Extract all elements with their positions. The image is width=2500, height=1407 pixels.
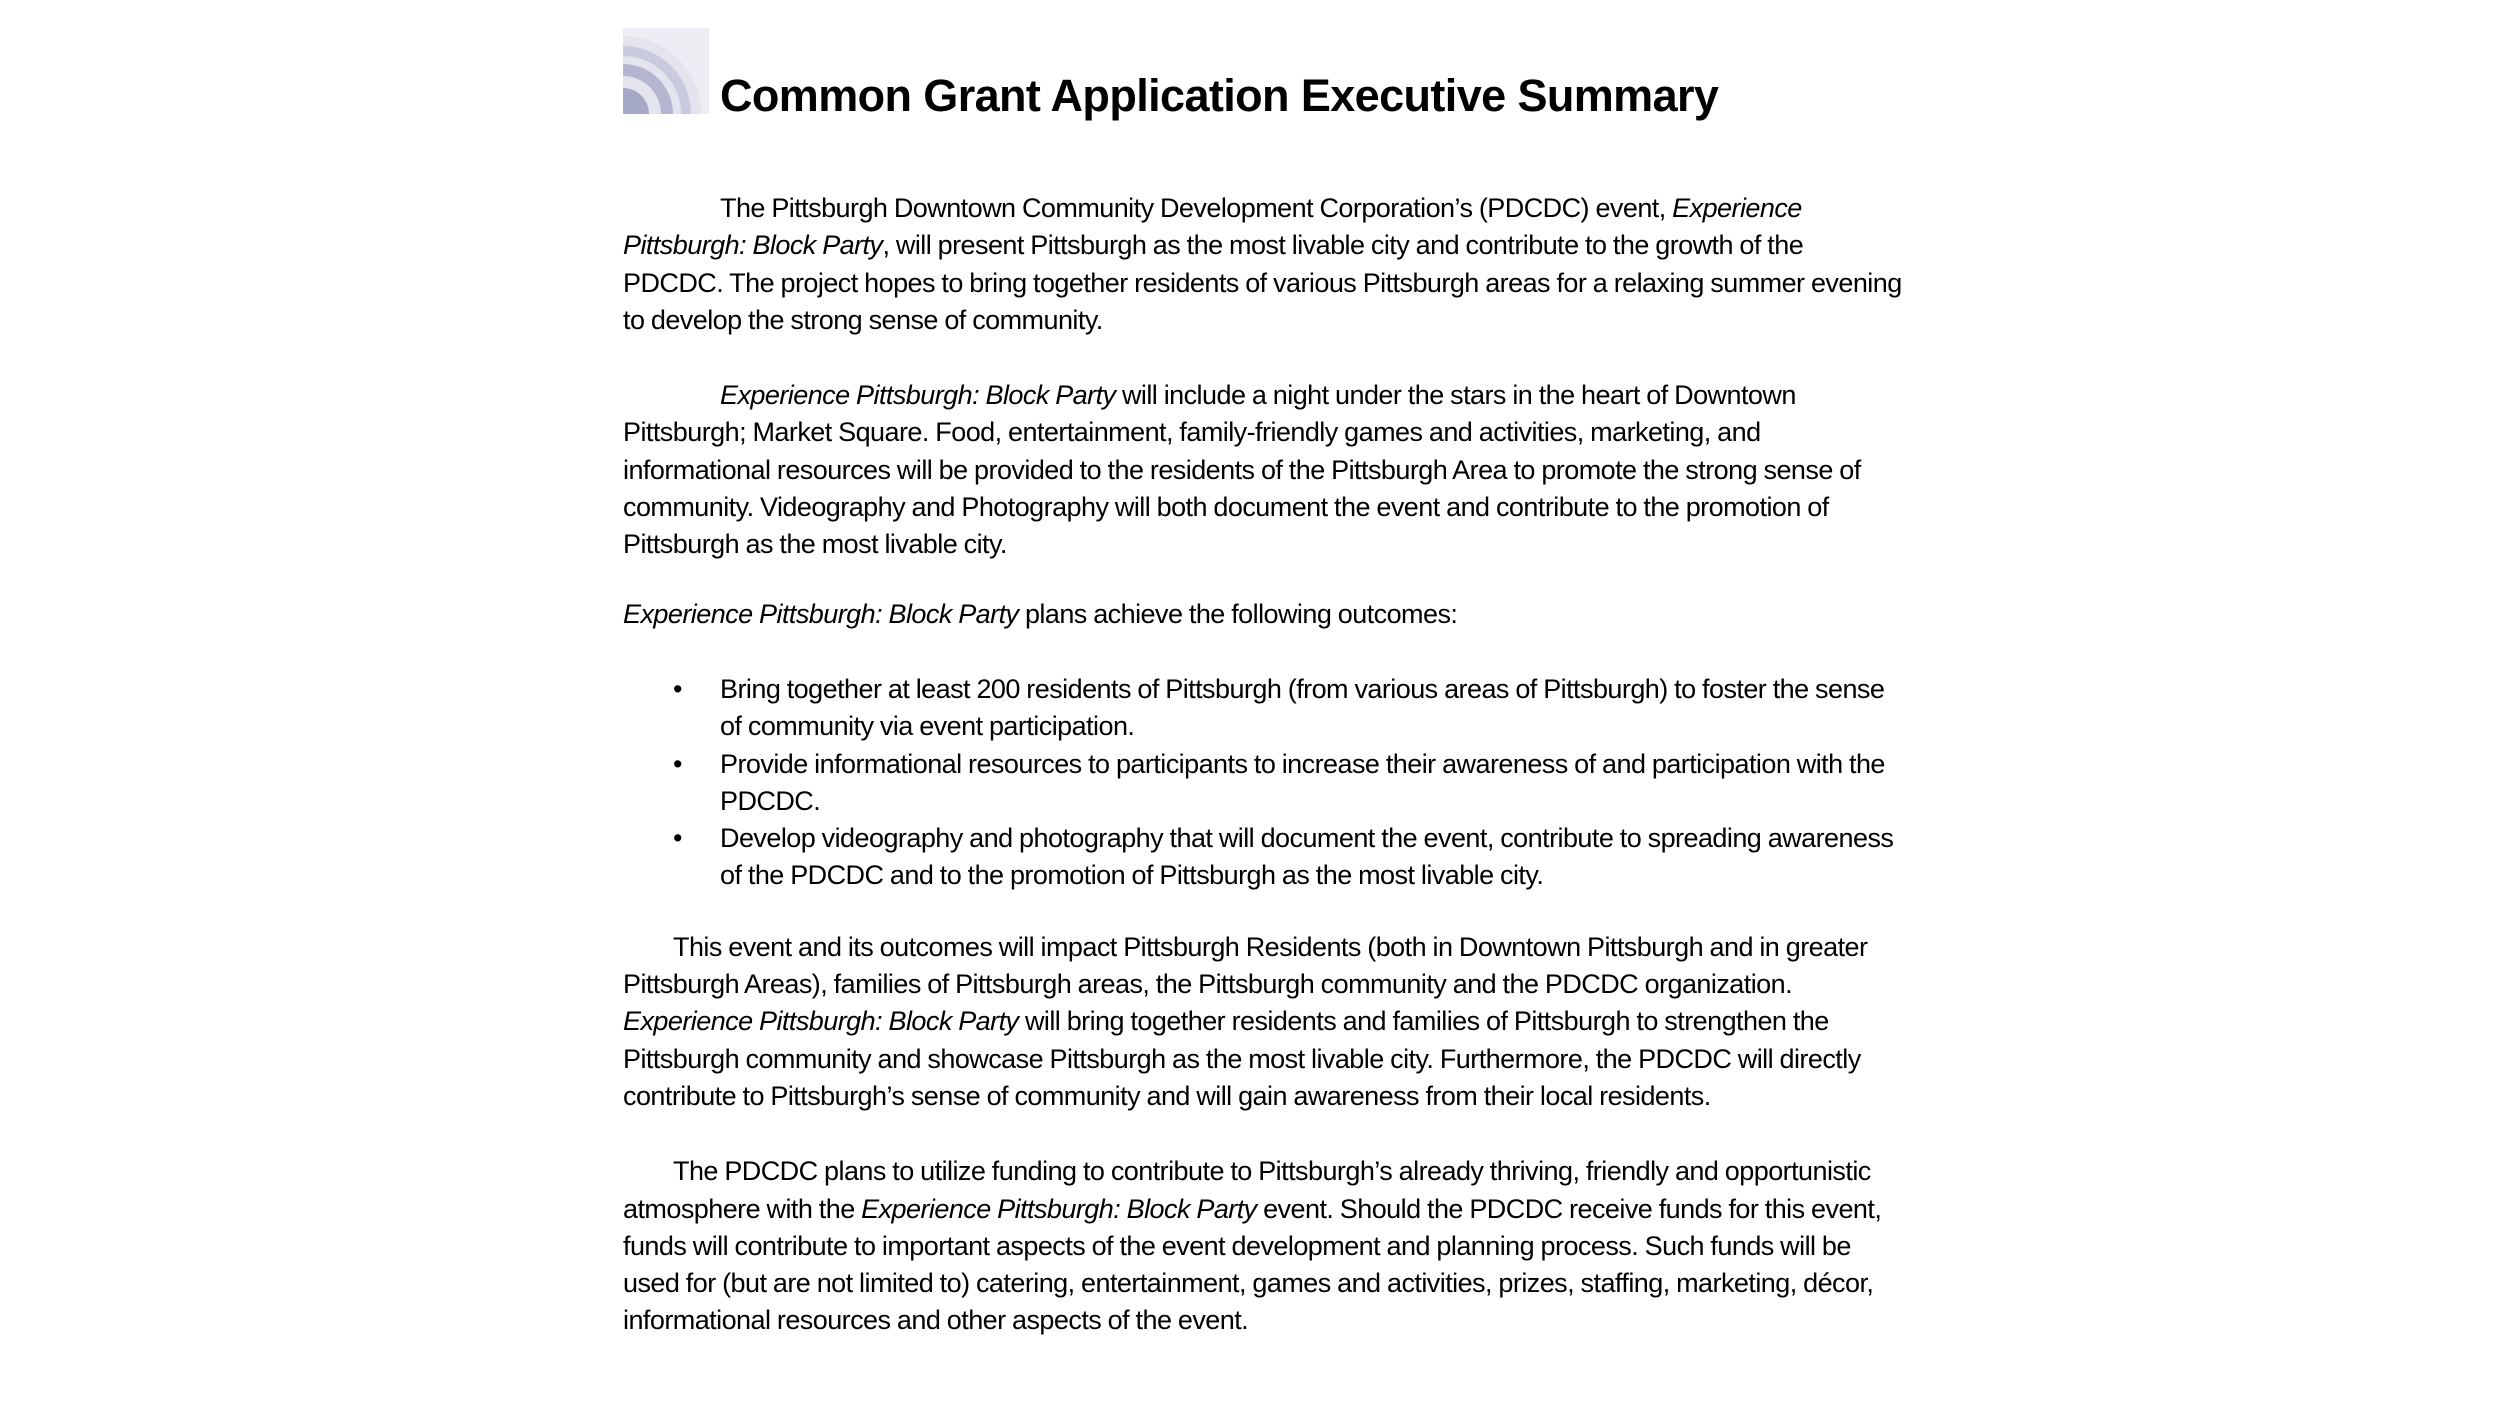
paragraph-impact-lead: This event and its outcomes will impact Pittsburgh Residents (both in Downtown Pittsburgh and in greater Pittsburgh Areas), families of Pittsburgh areas, the Pittsburgh community and the PDCDC organization. — [623, 931, 1868, 1000]
document-page — [623, 22, 1923, 1392]
paragraph-intro-lead: The Pittsburgh Downtown Community Development Corporation’s (PDCDC) event, — [720, 193, 1673, 223]
paragraph-intro-rest: , will present Pittsburgh as the most livable city and contribute to the growth of the PDCDC. The project hopes to bring together residents of various Pittsburgh areas for a relaxing summer evening to develop the strong sense of community. — [623, 230, 1902, 335]
document-body — [623, 190, 1903, 1340]
signal-waves-logo-icon — [623, 28, 709, 114]
paragraph-impact — [623, 929, 1903, 1115]
bullet-icon: • — [673, 748, 682, 779]
bullet-icon: • — [673, 823, 682, 854]
paragraph-outcomes-intro-rest: plans achieve the following outcomes: — [1018, 598, 1458, 629]
outcome-text: Bring together at least 200 residents of Pittsburgh (from various areas of Pittsburgh) to foster the sense of community via event participation. — [720, 673, 1885, 742]
paragraph-event-details — [623, 377, 1903, 563]
outcomes-list — [623, 671, 1903, 895]
event-name: Experience Pittsburgh: Block Party — [861, 1193, 1257, 1224]
document-title: Common Grant Application Executive Summary — [720, 70, 1719, 121]
paragraph-impact-rest: will bring together residents and families of Pittsburgh to strengthen the Pittsburgh community and showcase Pittsburgh as the most livable city. Furthermore, the PDCDC will directly contribute to Pittsburgh’s sense of community and will gain awareness from their local residents. — [623, 1006, 1861, 1111]
outcome-item — [623, 746, 1903, 821]
event-name: Experience Pittsburgh: Block Party — [720, 380, 1116, 411]
bullet-icon: • — [673, 673, 682, 704]
outcome-text: Provide informational resources to participants to increase their awareness of and participation with the PDCDC. — [720, 748, 1885, 816]
paragraph-funding — [623, 1153, 1903, 1339]
outcome-text: Develop videography and photography that will document the event, contribute to spreading awareness of the PDCDC and to the promotion of Pittsburgh as the most livable city. — [720, 823, 1894, 891]
event-name: Experience Pittsburgh: Block Party — [623, 193, 1802, 261]
paragraph-outcomes-intro — [623, 596, 1903, 633]
paragraph-intro — [623, 190, 1903, 339]
outcome-item — [623, 820, 1903, 895]
outcome-item — [623, 671, 1903, 746]
event-name: Experience Pittsburgh: Block Party — [623, 598, 1019, 629]
paragraph-event-details-rest: will include a night under the stars in the heart of Downtown Pittsburgh; Market Square. Food, entertainment, family-friendly games and activities, marketing, and informational resources will be provided to the residents of the Pittsburgh Area to promote the strong sense of community. Videography and Photography will both document the event and contribute to the promotion of Pittsburgh as the most livable city. — [623, 380, 1861, 560]
event-name: Experience Pittsburgh: Block Party — [623, 1006, 1019, 1037]
paragraph-funding-lead: The PDCDC plans to utilize funding to contribute to Pittsburgh’s already thriving, friendly and opportunistic atmosphere with the — [623, 1156, 1871, 1224]
paragraph-funding-rest: event. Should the PDCDC receive funds for this event, funds will contribute to important aspects of the event development and planning process. Such funds will be used for (but are not limited to) catering, entertainment, games and activities, prizes, staffing, marketing, décor, informational resources and other aspects of the event. — [623, 1193, 1882, 1336]
